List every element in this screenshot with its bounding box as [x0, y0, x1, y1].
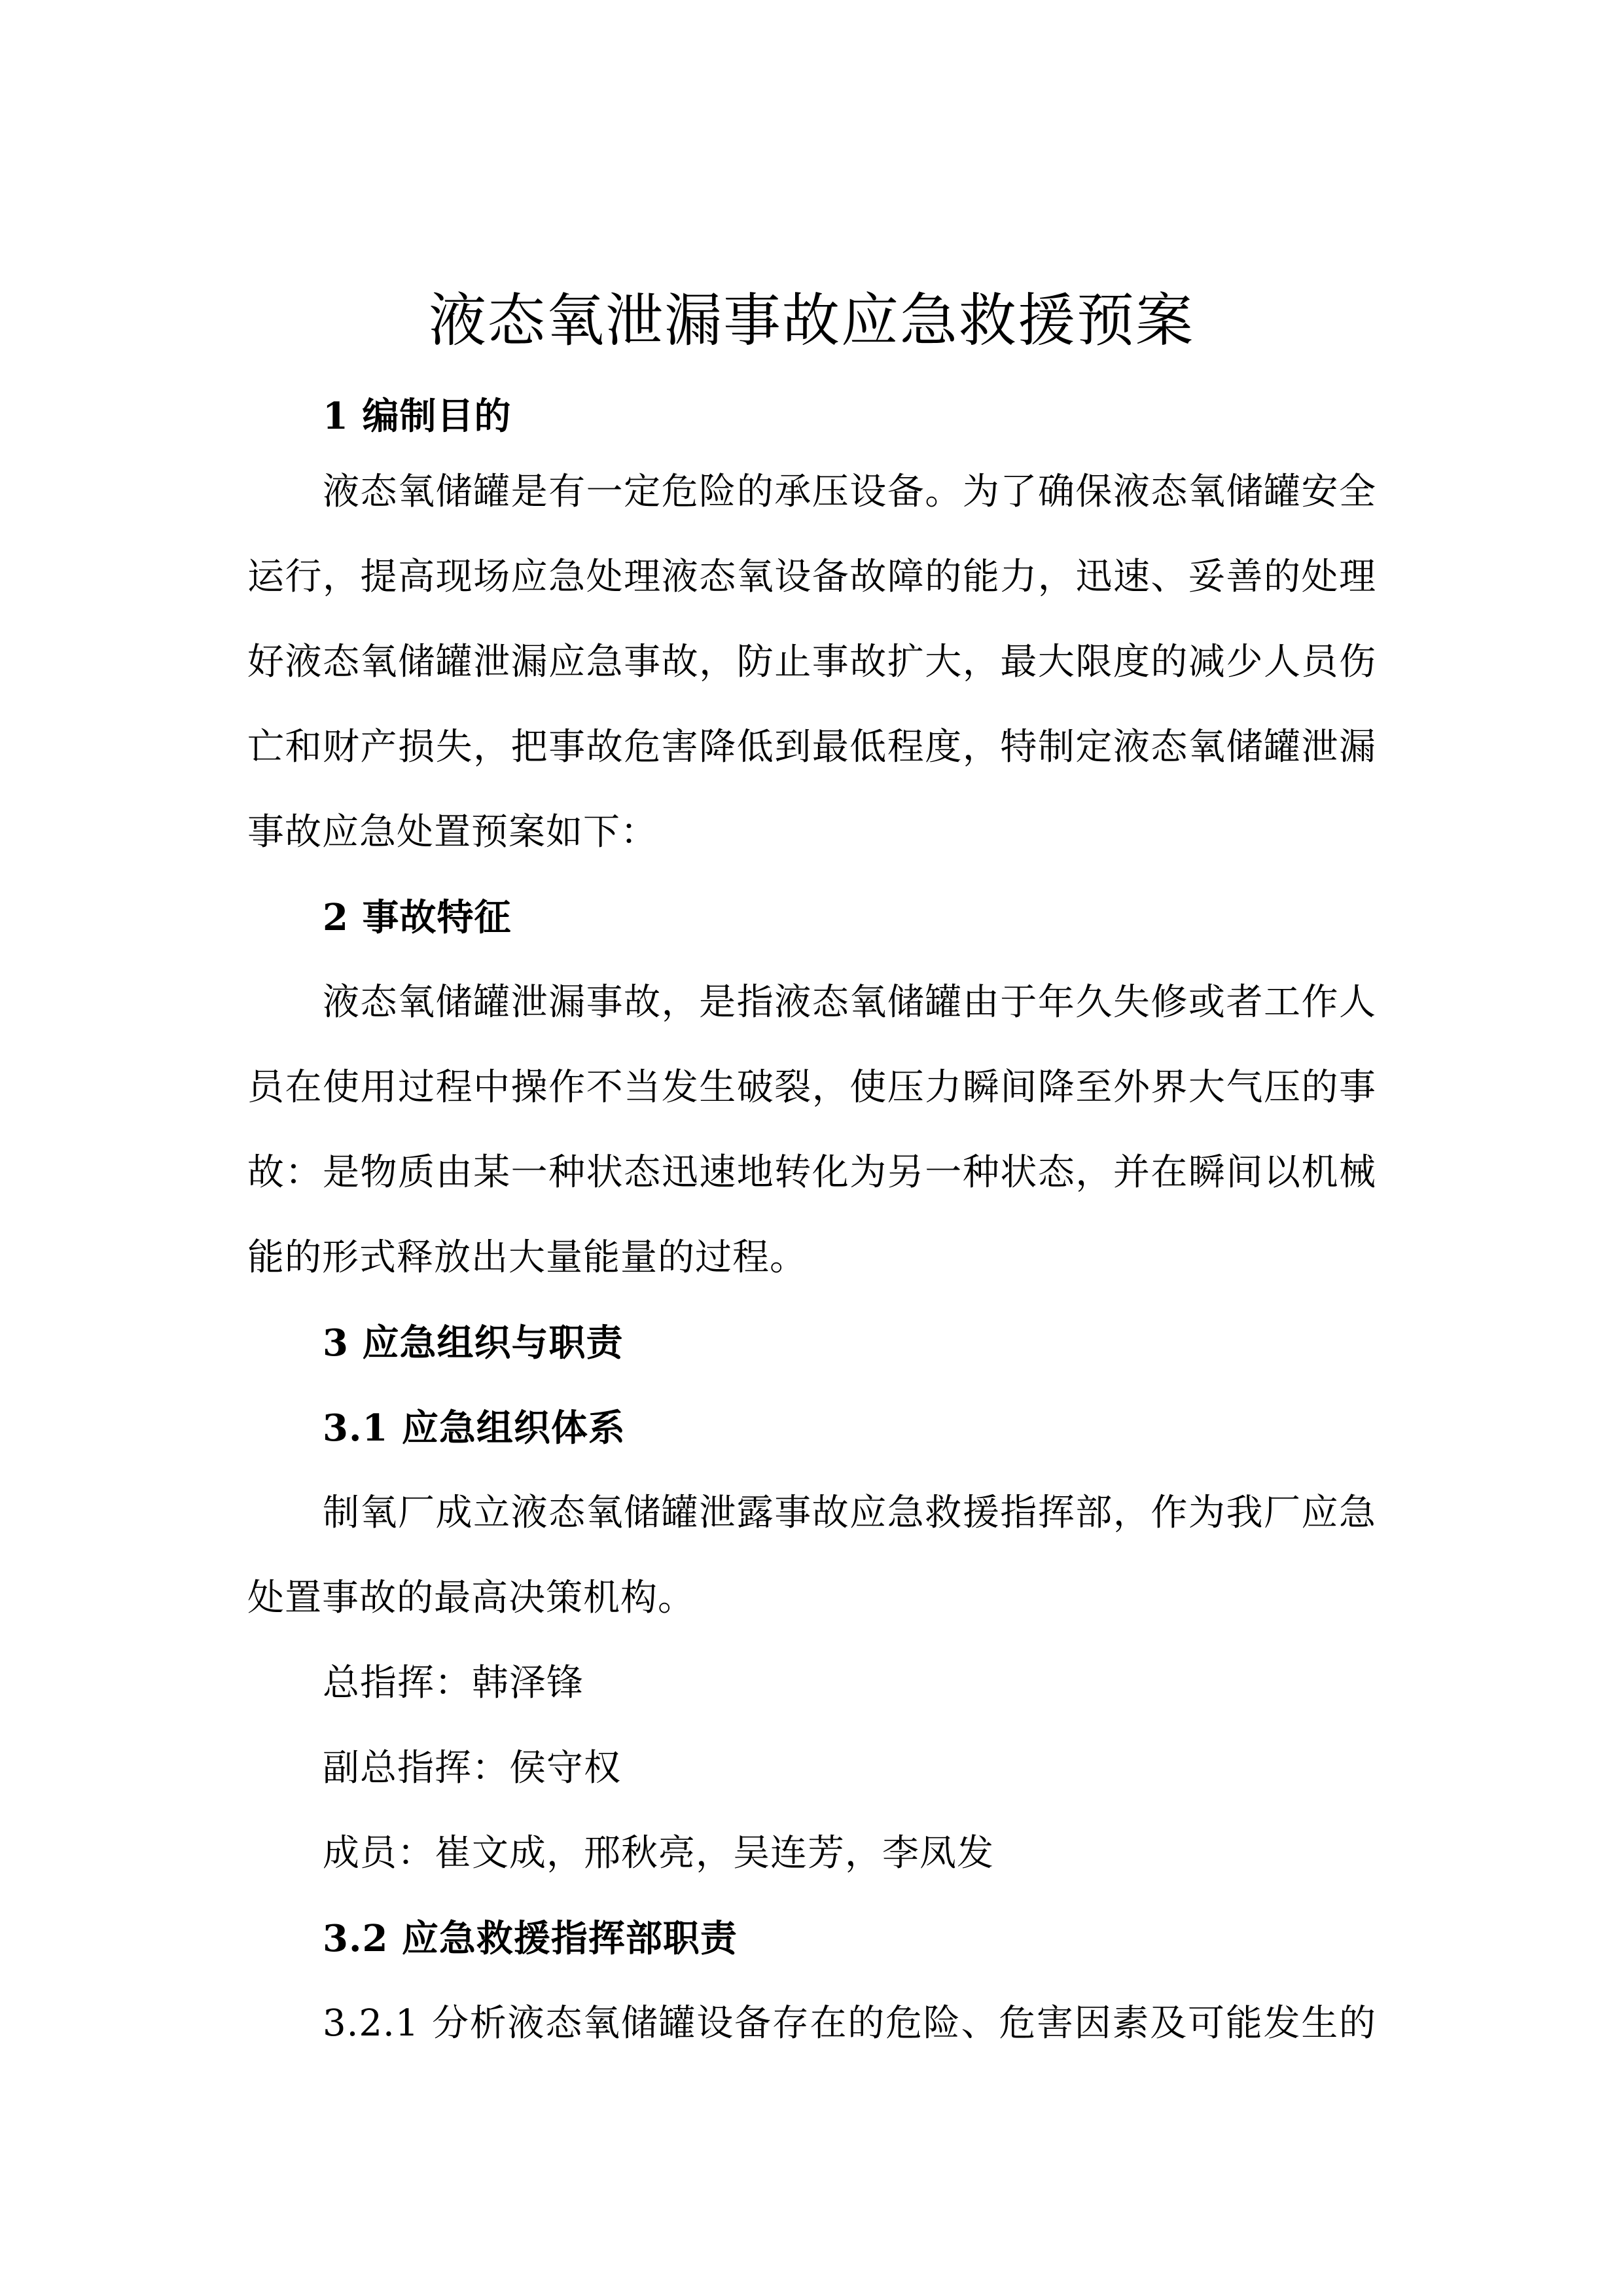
paragraph-line: 事故应急处置预案如下： — [247, 811, 658, 853]
paragraph-line: 制氧厂成立液态氧储罐泄露事故应急救援指挥部，作为我厂应急 — [323, 1492, 1376, 1534]
commander-line: 总指挥：韩泽锋 — [323, 1662, 584, 1704]
section-2-heading: 2 事故特征 — [323, 896, 512, 939]
paragraph-line: 3.2.1 分析液态氧储罐设备存在的危险、危害因素及可能发生的 — [323, 2002, 1376, 2045]
paragraph-line: 亡和财产损失，把事故危害降低到最低程度，特制定液态氧储罐泄漏 — [247, 726, 1376, 768]
section-3-1-heading: 3.1 应急组织体系 — [323, 1407, 626, 1450]
section-3-heading: 3 应急组织与职责 — [323, 1321, 624, 1365]
section-1-heading: 1 编制目的 — [323, 395, 512, 438]
paragraph-line: 故：是物质由某一种状态迅速地转化为另一种状态，并在瞬间以机械 — [247, 1151, 1376, 1194]
paragraph-line: 运行，提高现场应急处理液态氧设备故障的能力，迅速、妥善的处理 — [247, 556, 1376, 598]
section-3-2-heading: 3.2 应急救援指挥部职责 — [323, 1917, 738, 1960]
members-line: 成员：崔文成，邢秋亮，吴连芳，李凤发 — [323, 1832, 994, 1874]
paragraph-line: 能的形式释放出大量能量的过程。 — [247, 1236, 807, 1279]
paragraph-line: 处置事故的最高决策机构。 — [247, 1577, 695, 1619]
paragraph-line: 液态氧储罐泄漏事故，是指液态氧储罐由于年久失修或者工作人 — [323, 981, 1376, 1024]
paragraph-line: 员在使用过程中操作不当发生破裂，使压力瞬间降至外界大气压的事 — [247, 1066, 1376, 1109]
document-title: 液态氧泄漏事故应急救援预案 — [428, 287, 1194, 354]
paragraph-line: 好液态氧储罐泄漏应急事故，防止事故扩大，最大限度的减少人员伤 — [247, 641, 1376, 683]
paragraph-line: 液态氧储罐是有一定危险的承压设备。为了确保液态氧储罐安全 — [323, 471, 1376, 513]
deputy-commander-line: 副总指挥：侯守权 — [323, 1747, 621, 1789]
